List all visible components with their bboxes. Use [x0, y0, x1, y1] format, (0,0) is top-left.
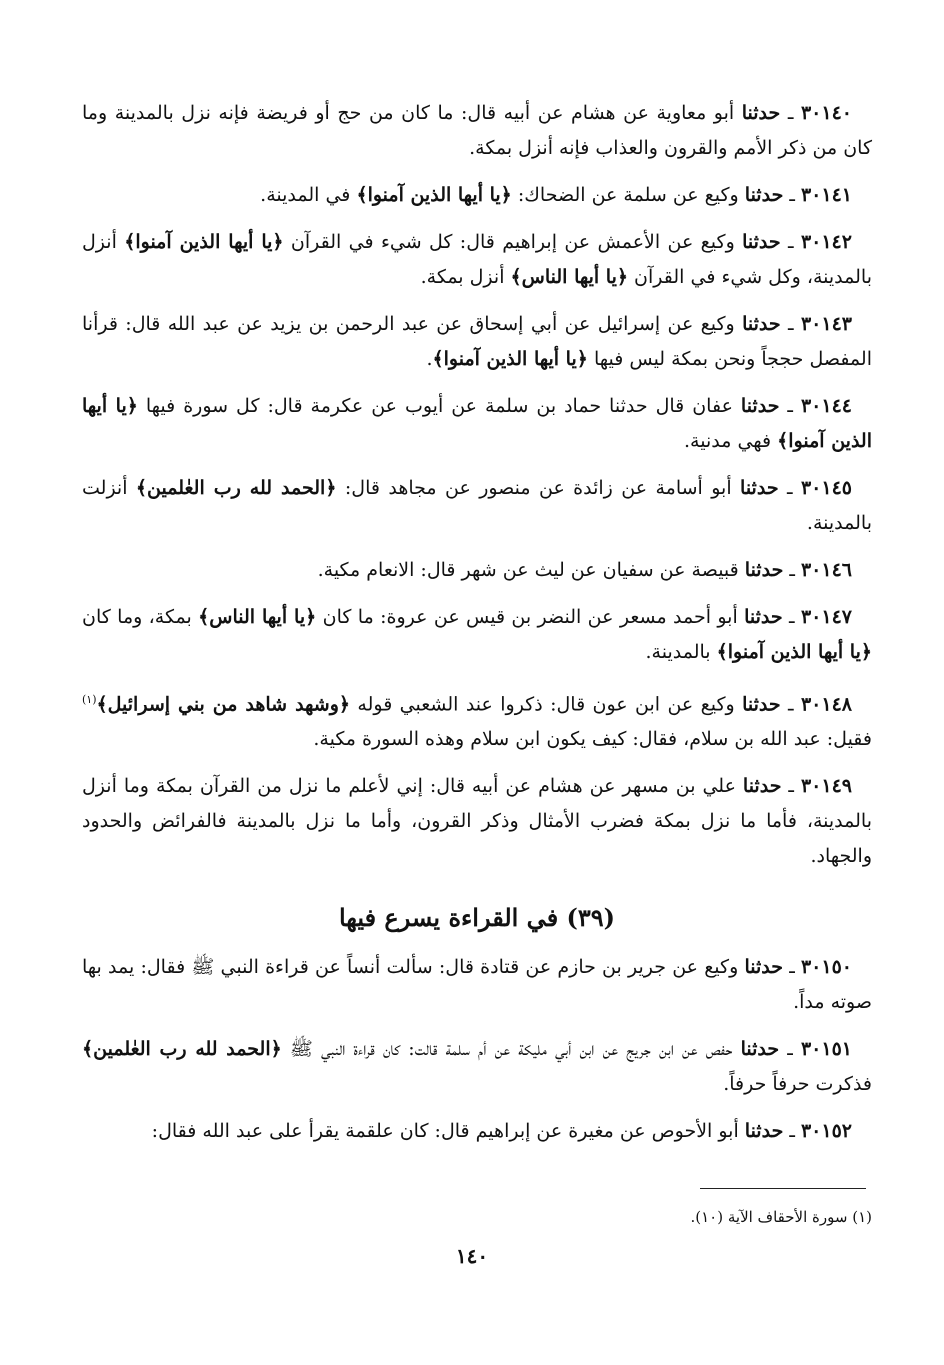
footnote-divider [700, 1188, 866, 1189]
quran-quote: ﴿يا أيها الذين آمنوا﴾ [124, 231, 284, 253]
hadith-paragraph: ٣٠١٥٢ ـ حدثنا أبو الأحوص عن مغيرة عن إبراهيم قال: كان علقمة يقرأ على عبد الله فقال: [151, 1120, 852, 1143]
quran-quote: ﴿يا أيها الذين آمنوا﴾ [356, 184, 512, 206]
quran-quote: ﴿يا أيها الذين آمنوا﴾ [82, 395, 872, 452]
quran-quote: ﴿يا أيها الذين آمنوا﴾ [716, 641, 872, 663]
hadith-text: قبيصة عن سفيان عن ليث عن شهر قال: الانعام مكية. [317, 559, 745, 581]
hadith-keyword: حدثنا [744, 956, 783, 979]
hadith-keyword: حدثنا [744, 1120, 784, 1143]
page-number: ١٤٠ [455, 1244, 489, 1268]
hadith-paragraph: ٣٠١٤١ ـ حدثنا وكيع عن سلمة عن الضحاك: ﴿يا أيها الذين آمنوا﴾ في المدينة. [260, 184, 852, 206]
footnote-marker[interactable]: (١) [82, 693, 97, 706]
hadith-paragraph: ٣٠١٥٠ ـ حدثنا وكيع عن جرير بن حازم عن قتادة قال: سألت أنساً عن قراءة النبي ﷺ فقال: يمد بها صوته مداً. [82, 956, 872, 1014]
quran-quote: ﴿يا أيها الناس﴾ [198, 606, 317, 628]
hadith-paragraph: ٣٠١٤٨ ـ حدثنا وكيع عن ابن عون قال: ذكروا عند الشعبي قوله ﴿وشهد شاهد من بني إسرائيل﴾$^{(١)}$ فقيل: عبد الله بن سلام، فقال: كيف يكون ابن سلام وهذه السورة مكية. [82, 693, 872, 751]
hadith-text: أبو أحمد مسعر عن النضر بن قيس عن عروة: ما كان [316, 606, 745, 628]
hadith-keyword: حدثنا [744, 184, 784, 206]
hadith-paragraph: ٣٠١٤٤ ـ حدثنا عفان قال حدثنا حماد بن سلمة عن أيوب عن عكرمة قال: كل سورة فيها ﴿يا أيها الذين آمنوا﴾ فهي مدنية. [82, 395, 872, 452]
quran-quote: ﴿يا أيها الذين آمنوا﴾ [432, 348, 588, 370]
hadith-text: عفان قال حدثنا حماد بن سلمة عن أيوب عن عكرمة قال: كل سورة فيها [137, 395, 741, 417]
hadith-keyword: حدثنا [742, 313, 781, 335]
hadith-text: وكيع عن الأعمش عن إبراهيم قال: كل شيء في القرآن [283, 231, 743, 253]
hadith-text: أبو الأحوص عن مغيرة عن إبراهيم قال: كان علقمة يقرأ على عبد الله فقال: [151, 1120, 745, 1143]
hadith-text: أبو معاوية عن هشام عن أبيه قال: ما كان من حج أو فريضة فإنه نزل بالمدينة وما كان من ذكر الأمم والقرون والعذاب فإنه أنزل بمكة. [82, 102, 872, 159]
hadith-keyword: حدثنا [740, 395, 780, 417]
hadith-keyword: حدثنا [742, 775, 782, 798]
hadith-paragraph: ٣٠١٤٣ ـ حدثنا وكيع عن إسرائيل عن أبي إسحاق عن عبد الرحمن بن يزيد عن عبد الله قال: قرأنا المفصل حججاً ونحن بمكة ليس فيها ﴿يا أيها الذين آمنوا﴾. [82, 313, 872, 370]
quran-quote: ﴿وشهد شاهد من بني إسرائيل﴾ [96, 693, 351, 716]
chapter-heading: (٣٩) في القراءة يسرع فيها [338, 903, 616, 933]
hadith-text-tail: أنزل بمكة. [420, 266, 511, 288]
hadith-paragraph: ٣٠١٤٠ ـ حدثنا أبو معاوية عن هشام عن أبيه قال: ما كان من حج أو فريضة فإنه نزل بالمدينة وما كان من ذكر الأمم والقرون والعذاب فإنه أنزل بمكة. [82, 102, 872, 159]
hadith-text-tail: فهي مدنية. [684, 430, 778, 452]
hadith-number: ٣٠١٤١ [800, 184, 852, 206]
hadith-number: ٣٠١٥١ [800, 1038, 852, 1061]
quran-quote: ﴿الحمد لله رب العٰلمين﴾ [82, 1038, 282, 1061]
hadith-text-tail: فقيل: عبد الله بن سلام، فقال: كيف يكون ابن سلام وهذه السورة مكية. [313, 728, 872, 751]
hadith-paragraph: ٣٠١٥١ ـ حدثنا حفص عن ابن جريج عن ابن أبي مليكة عن أم سلمة قالت: كان قراءة النبي ﷺ ﴿الحمد لله رب العٰلمين﴾ فذكرت حرفاً حرفاً. [82, 1038, 872, 1096]
hadith-text-tail: أنزلت بالمدينة. [82, 477, 872, 534]
hadith-paragraph: ٣٠١٤٥ ـ حدثنا أبو أسامة عن زائدة عن منصور عن مجاهد قال: ﴿الحمد لله رب العٰلمين﴾ أنزلت بالمدينة. [82, 477, 872, 534]
hadith-text: وكيع عن ابن عون قال: ذكروا عند الشعبي قوله [350, 693, 743, 716]
hadith-text-tail: بمكة، وما كان [82, 606, 199, 628]
hadith-keyword: حدثنا [740, 477, 779, 499]
hadith-number: ٣٠١٤٩ [800, 775, 852, 798]
hadith-number: ٣٠١٤٦ [800, 559, 852, 581]
hadith-text: علي بن مسهر عن هشام عن أبيه قال: إني لأعلم ما نزل من القرآن بمكة وما أنزل بالمدينة، فأما ما نزل بمكة فضرب الأمثال وذكر القرون، وأما ما نزل بالمدينة فالفرائض والحدود والجهاد. [82, 775, 872, 868]
hadith-keyword: حدثنا [741, 102, 781, 124]
hadith-number: ٣٠١٤٤ [800, 395, 852, 417]
hadith-text: وكيع عن سلمة عن الضحاك: [511, 184, 745, 206]
hadith-text-tail: . [426, 348, 433, 370]
hadith-text: وكيع عن إسرائيل عن أبي إسحاق عن عبد الرحمن بن يزيد عن عبد الله قال: قرأنا المفصل حججاً ونحن بمكة ليس فيها [82, 313, 872, 370]
hadith-keyword: حدثنا [742, 693, 781, 716]
hadith-paragraph: ٣٠١٤٩ ـ حدثنا علي بن مسهر عن هشام عن أبيه قال: إني لأعلم ما نزل من القرآن بمكة وما أنزل بالمدينة، فأما ما نزل بمكة فضرب الأمثال وذكر القرون، وأما ما نزل بالمدينة فالفرائض والحدود والجهاد. [82, 775, 872, 868]
quran-quote: ﴿الحمد لله رب العٰلمين﴾ [135, 477, 337, 499]
hadith-text-tail: أنزل بالمدينة، وكل شيء في القرآن [82, 231, 872, 288]
quran-quote: ﴿يا أيها الناس﴾ [510, 266, 629, 288]
hadith-paragraph: ٣٠١٤٧ ـ حدثنا أبو أحمد مسعر عن النضر بن قيس عن عروة: ما كان ﴿يا أيها الناس﴾ بمكة، وما كان ﴿يا أيها الذين آمنوا﴾ بالمدينة. [82, 606, 872, 663]
hadith-text-tail: في المدينة. [260, 184, 357, 206]
hadith-number: ٣٠١٤٠ [800, 102, 852, 124]
hadith-keyword: حدثنا [744, 606, 783, 628]
hadith-paragraph: ٣٠١٤٢ ـ حدثنا وكيع عن الأعمش عن إبراهيم قال: كل شيء في القرآن ﴿يا أيها الذين آمنوا﴾ أنزل بالمدينة، وكل شيء في القرآن ﴿يا أيها الناس﴾ أنزل بمكة. [82, 231, 872, 288]
hadith-keyword: حدثنا [740, 1038, 780, 1061]
page-body [82, 96, 872, 1161]
hadith-text-tail: بالمدينة. [645, 641, 717, 663]
hadith-number: ٣٠١٤٧ [800, 606, 852, 628]
hadith-text: حفص عن ابن جريج عن ابن أبي مليكة عن أم سلمة قالت: كان قراءة النبي ﷺ [281, 1038, 741, 1061]
hadith-number: ٣٠١٤٥ [800, 477, 852, 499]
hadith-text: وكيع عن جرير بن حازم عن قتادة قال: سألت أنساً عن قراءة النبي ﷺ فقال: يمد بها صوته مداً. [82, 956, 872, 1014]
hadith-number: ٣٠١٤٣ [800, 313, 852, 335]
hadith-text-tail: فذكرت حرفاً حرفاً. [723, 1073, 872, 1096]
hadith-number: ٣٠١٥٢ [800, 1120, 852, 1143]
hadith-number: ٣٠١٤٢ [800, 231, 852, 253]
hadith-number: ٣٠١٥٠ [800, 956, 852, 979]
hadith-paragraph: ٣٠١٤٦ ـ حدثنا قبيصة عن سفيان عن ليث عن شهر قال: الانعام مكية. [317, 559, 852, 581]
hadith-keyword: حدثنا [742, 231, 781, 253]
hadith-keyword: حدثنا [744, 559, 784, 581]
footnote: (١) سورة الأحقاف الآية (١٠). [690, 1208, 872, 1226]
hadith-number: ٣٠١٤٨ [800, 693, 852, 716]
hadith-text: أبو أسامة عن زائدة عن منصور عن مجاهد قال: [336, 477, 741, 499]
